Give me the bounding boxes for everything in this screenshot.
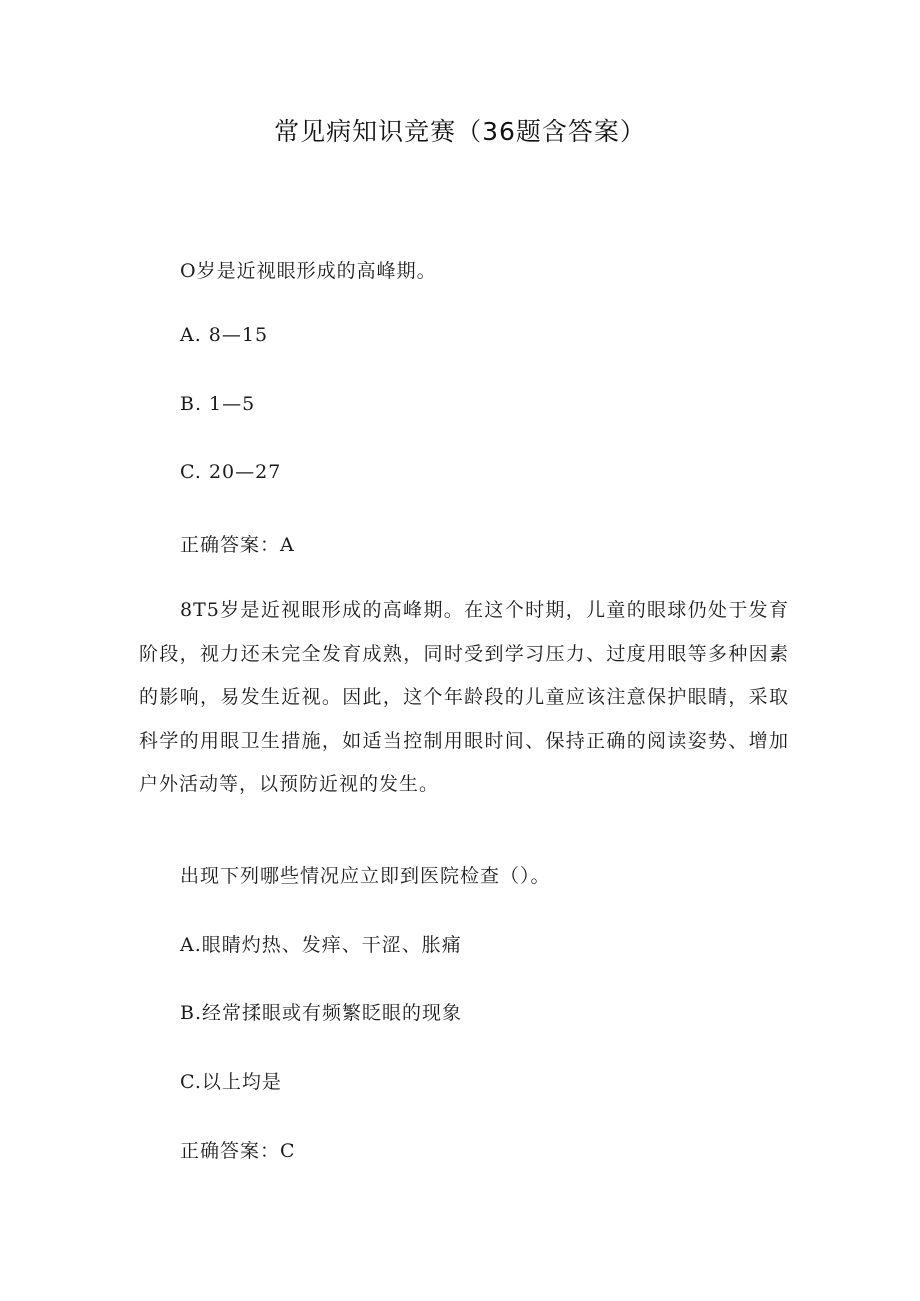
question-1-answer: 正确答案：A	[180, 534, 295, 556]
document-title: 常见病知识竞赛（36题含答案）	[274, 117, 646, 146]
question-1-stem: O岁是近视眼形成的高峰期。	[180, 260, 437, 282]
question-2-option-c: C.以上均是	[180, 1071, 282, 1093]
question-2-answer: 正确答案：C	[180, 1140, 296, 1162]
question-2-stem: 出现下列哪些情况应立即到医院检查（）。	[180, 865, 551, 887]
question-2-option-b: B.经常揉眼或有频繁眨眼的现象	[180, 1002, 463, 1024]
question-2-option-a: A.眼睛灼热、发痒、干涩、胀痛	[180, 934, 462, 956]
question-1-option-c: C. 20—27	[180, 461, 282, 483]
question-1-option-a: A. 8—15	[180, 324, 269, 346]
question-1-explanation: 8T5岁是近视眼形成的高峰期。在这个时期，儿童的眼球仍处于发育阶段，视力还未完全发育成熟，同时受到学习压力、过度用眼等多种因素的影响，易发生近视。因此，这个年龄段的儿童应该注意保护眼睛，采取科学的用眼卫生措施，如适当控制用眼时间、保持正确的阅读姿势、增加户外活动等，以预防近视的发生。	[139, 599, 789, 795]
question-1-option-b: B. 1—5	[180, 393, 256, 415]
